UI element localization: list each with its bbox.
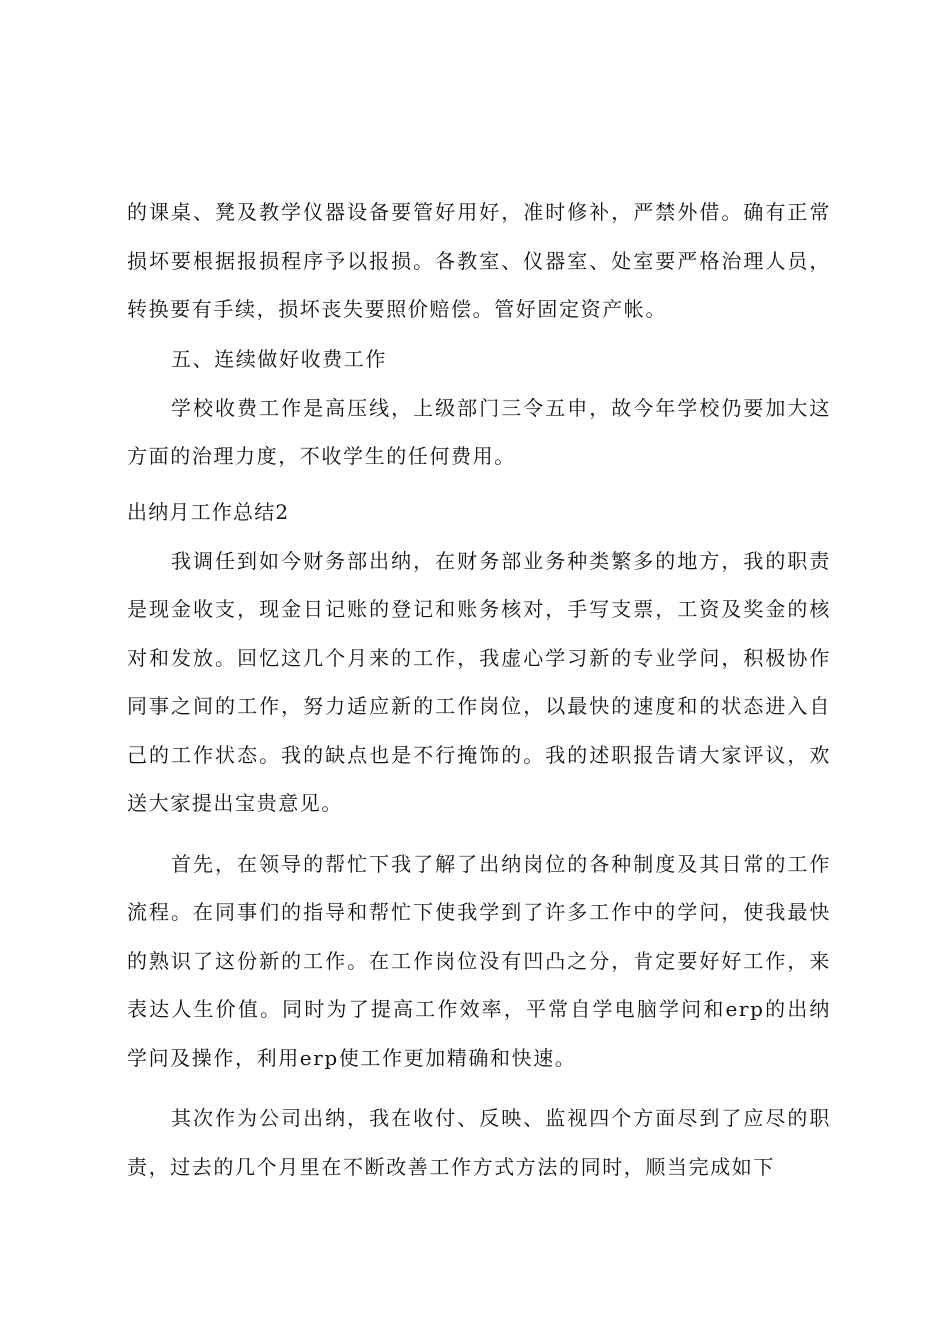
paragraph-second: 其次作为公司出纳，我在收付、反映、监视四个方面尽到了应尽的职责，过去的几个月里在不断改善工作方式方法的同时，顺当完成如下: [127, 1106, 831, 1179]
text-block-fees: [127, 335, 831, 481]
text-block-cashier: [127, 488, 831, 1191]
text-block-top: [127, 188, 831, 334]
paragraph-asset-management: 的课桌、凳及教学仪器设备要管好用好，准时修补，严禁外借。确有正常损坏要根据报损程序予以报损。各教室、仪器室、处室要严格治理人员，转换要有手续，损坏丧失要照价赔偿。管好固定资产帐。: [127, 200, 831, 321]
paragraph-cashier-intro: 我调任到如今财务部出纳，在财务部业务种类繁多的地方，我的职责是现金收支，现金日记账的登记和账务核对，手写支票，工资及奖金的核对和发放。回忆这几个月来的工作，我虚心学习新的专业学问，积极协作同事之间的工作，努力适应新的工作岗位，以最快的速度和的状态进入自己的工作状态。我的缺点也是不行掩饰的。我的述职报告请大家评议，欢送大家提出宝贵意见。: [127, 548, 831, 815]
document-title: 出纳月工作总结2: [127, 500, 290, 524]
paragraph-first: 首先，在领导的帮忙下我了解了出纳岗位的各种制度及其日常的工作流程。在同事们的指导和帮忙下使我学到了许多工作中的学问，使我最快的熟识了这份新的工作。在工作岗位没有凹凸之分，肯定要好好工作，来表达人生价值。同时为了提高工作效率，平常自学电脑学问和erp的出纳学问及操作，利用erp使工作更加精确和快速。: [127, 851, 831, 1070]
paragraph-fees: 学校收费工作是高压线，上级部门三令五申，故今年学校仍要加大这方面的治理力度，不收学生的任何费用。: [127, 395, 831, 468]
section-heading-fees: 五、连续做好收费工作: [171, 347, 387, 371]
